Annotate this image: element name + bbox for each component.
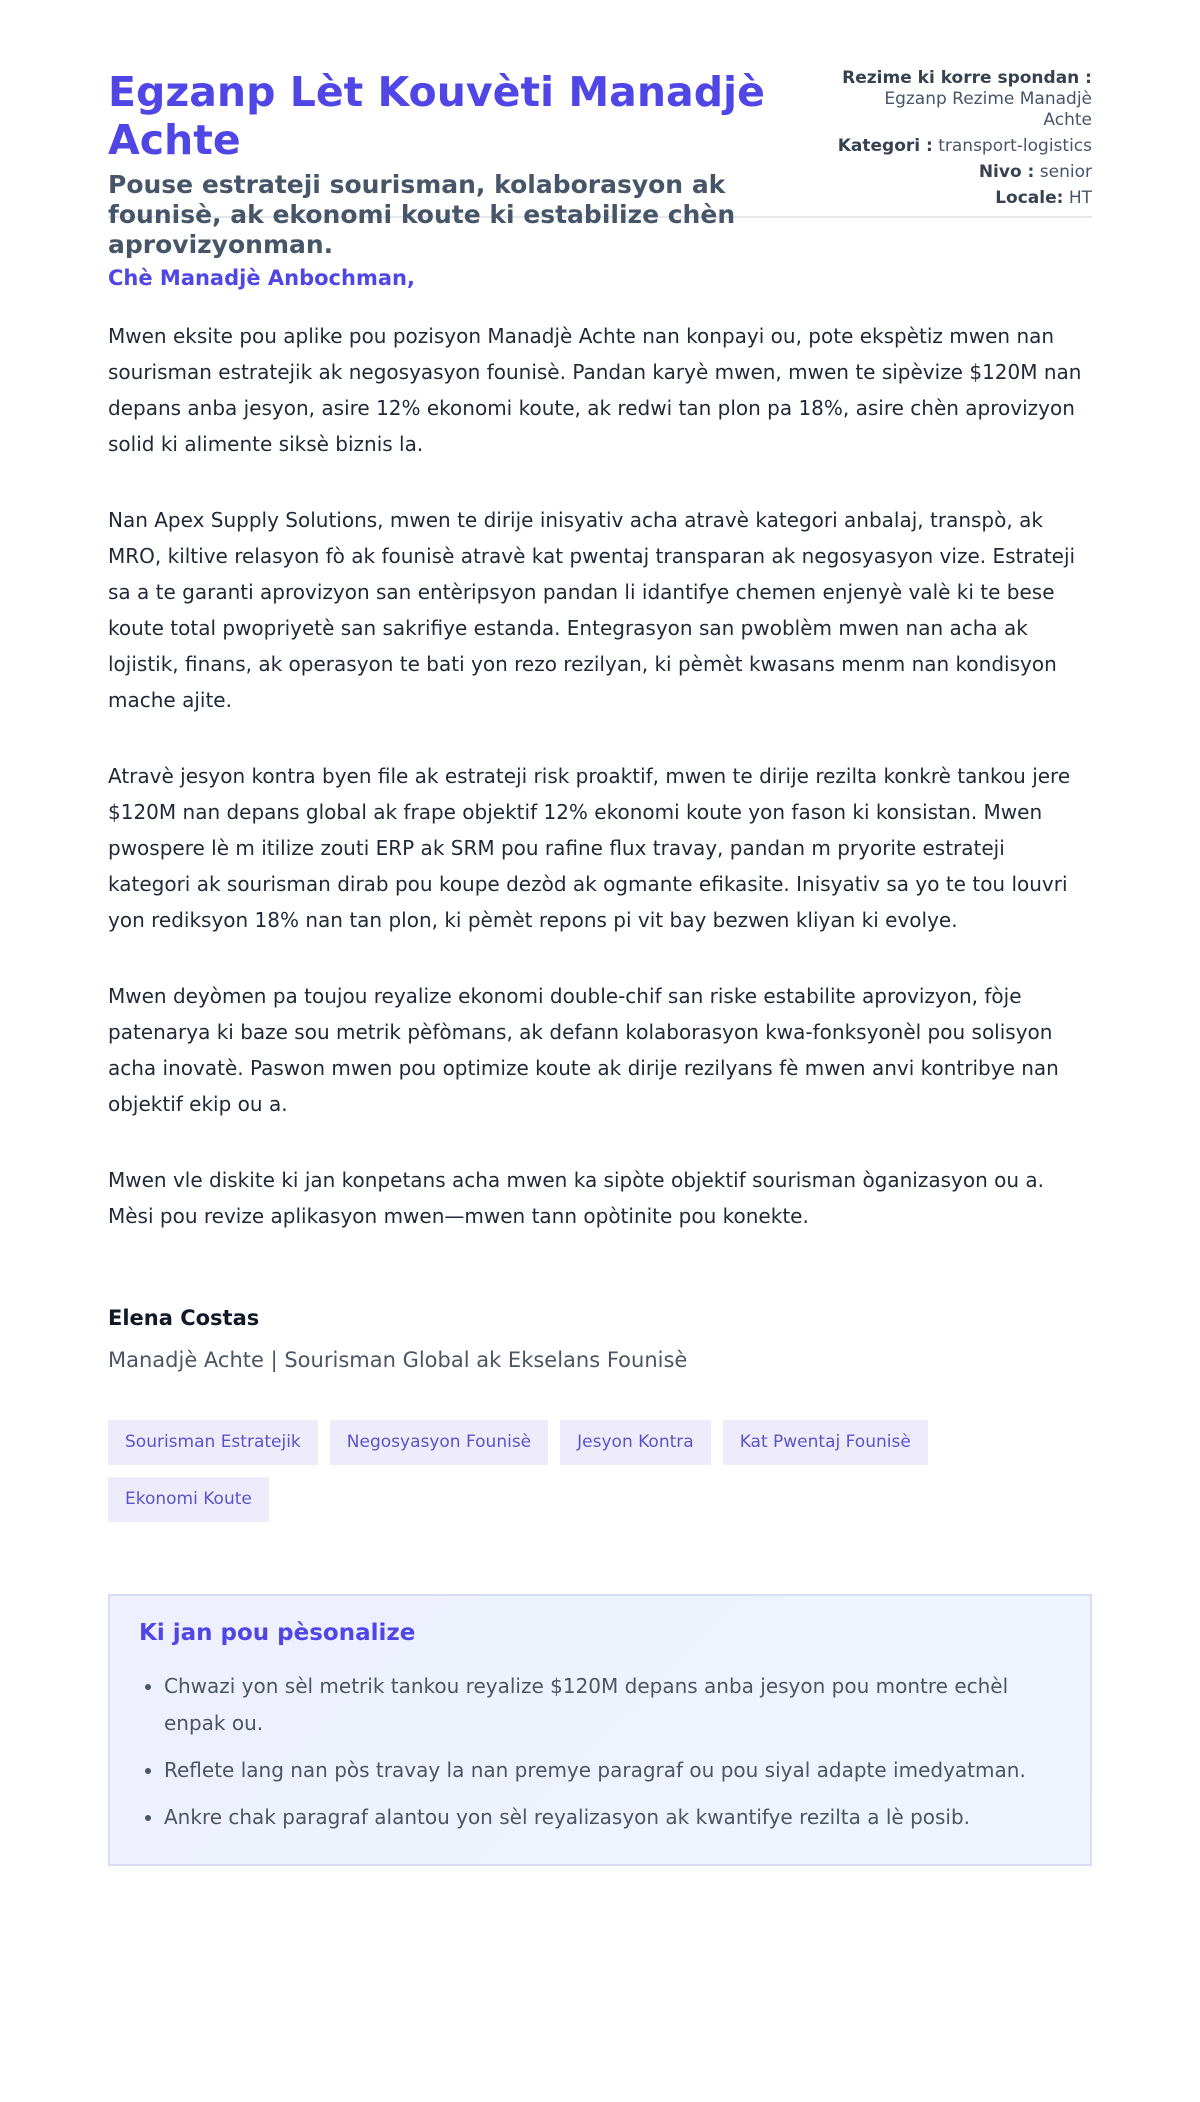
meta-value: Egzanp Rezime Manadjè Achte [884, 89, 1092, 130]
tips-list [139, 1668, 1061, 1836]
meta-category [832, 136, 1092, 157]
meta-label: Locale: [995, 188, 1064, 208]
metadata-panel [832, 68, 1092, 214]
meta-value: HT [1068, 188, 1092, 208]
salutation: Chè Manadjè Anbochman, [108, 266, 415, 290]
meta-locale [832, 188, 1092, 209]
customization-tips [108, 1594, 1092, 1866]
letter-body [108, 266, 1092, 1866]
tip-item: • Ankre chak paragraf alantou yon sèl reyalizasyon ak kwantifye rezilta a lè posib. [164, 1799, 1061, 1836]
meta-label: Kategori : [837, 136, 933, 156]
signature-name: Elena Costas [108, 1306, 260, 1330]
letter-paragraph: Mwen vle diskite ki jan konpetans acha mwen ka sipòte objektif sourisman òganizasyon ou a. Mèsi pou revize aplikasyon mwen—mwen tann opòtinite pou konekte. [108, 1168, 1045, 1228]
skill-tag: Ekonomi Koute [108, 1477, 269, 1522]
tips-title: Ki jan pou pèsonalize [139, 1620, 416, 1646]
letter-paragraph: Mwen eksite pou aplike pou pozisyon Manadjè Achte nan konpayi ou, pote ekspètiz mwen nan sourisman estratejik ak negosyasyon founisè. Pandan karyè mwen, mwen te sipèvize $120M nan depans anba jesyon, asire 12% ekonomi koute, ak redwi tan plon pa 18%, asire chèn aprovizyon solid ki alimente siksè biznis la. [108, 324, 1082, 456]
page-title: Egzanp Lèt Kouvèti Manadjè Achte [108, 68, 765, 164]
meta-label: Rezime ki korre spondan : [842, 68, 1092, 88]
tip-item: • Chwazi yon sèl metrik tankou reyalize $120M depans anba jesyon pou montre echèl enpak ou. [164, 1668, 1061, 1742]
letter-paragraph: Mwen deyòmen pa toujou reyalize ekonomi double-chif san riske estabilite aprovizyon, fòje patenarya ki baze sou metrik pèfòmans, ak defann kolaborasyon kwa-fonksyonèl pou solisyon acha inovatè. Paswon mwen pou optimize koute ak dirije rezilyans fè mwen anvi kontribye nan objektif ekip ou a. [108, 984, 1059, 1116]
skill-tag: Sourisman Estratejik [108, 1420, 318, 1465]
tip-item: • Reflete lang nan pòs travay la nan premye paragraf ou pou siyal adapte imedyatman. [164, 1752, 1061, 1789]
meta-resume [832, 68, 1092, 131]
letter-paragraph: Atravè jesyon kontra byen file ak estrateji risk proaktif, mwen te dirije rezilta konkrè tankou jere $120M nan depans global ak frape objektif 12% ekonomi koute yon fason ki konsistan. Mwen pwospere lè m itilize zouti ERP ak SRM pou rafine flux travay, pandan m pryorite estrateji kategori ak sourisman dirab pou koupe dezòd ak ogmante efikasite. Inisyativ sa yo te tou louvri yon rediksyon 18% nan tan plon, ki pèmèt repons pi vit bay bezwen kliyan ki evolye. [108, 764, 1071, 932]
skill-tags [108, 1420, 988, 1522]
document-header [108, 0, 1092, 259]
skill-tag: Negosyasyon Founisè [330, 1420, 548, 1465]
meta-value: senior [1039, 162, 1092, 182]
skill-tag: Jesyon Kontra [560, 1420, 711, 1465]
meta-value: transport-logistics [938, 136, 1092, 156]
meta-level [832, 162, 1092, 183]
meta-label: Nivo : [978, 162, 1035, 182]
signature-title: Manadjè Achte | Sourisman Global ak Ekselans Founisè [108, 1348, 688, 1372]
signature-block [108, 1306, 1092, 1372]
letter-paragraph: Nan Apex Supply Solutions, mwen te dirije inisyativ acha atravè kategori anbalaj, transpò, ak MRO, kiltive relasyon fò ak founisè atravè kat pwentaj transparan ak negosyasyon vize. Estrateji sa a te garanti aprovizyon san entèripsyon pandan li idantifye chemen enjenyè valè ki te bese koute total pwopriyetè san sakrifiye estanda. Entegrasyon san pwoblèm mwen nan acha ak lojistik, finans, ak operasyon te bati yon rezo rezilyan, ki pèmèt kwasans menm nan kondisyon mache ajite. [108, 508, 1076, 712]
skill-tag: Kat Pwentaj Founisè [723, 1420, 928, 1465]
page-subtitle: Pouse estrateji sourisman, kolaborasyon ak founisè, ak ekonomi koute ki estabilize chèn aprovizyonman. [108, 170, 736, 259]
